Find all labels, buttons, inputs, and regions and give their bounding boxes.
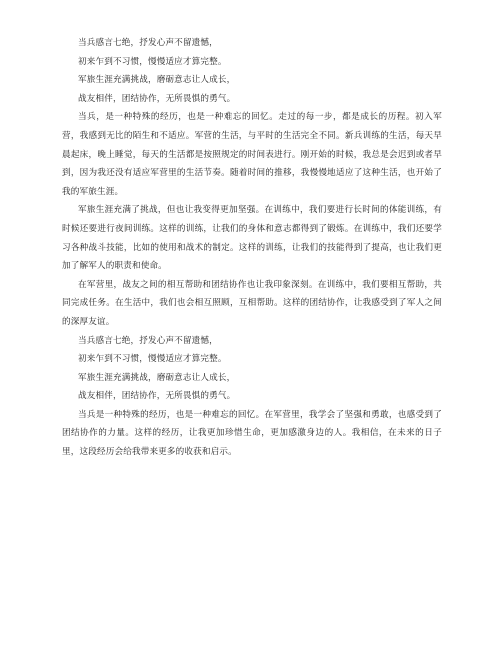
conclusion-paragraph: 当兵是一种特殊的经历，也是一种难忘的回忆。在军营里，我学会了坚强和勇敢，也感受到了团结协作的力量。这样的经历，让我更加珍惜生命，更加感激身边的人。我相信，在未来的日子里，这段经历会给我带来更多的收获和启示。 <box>62 409 442 458</box>
poem-line: 军旅生涯充满挑战，磨砺意志让人成长， <box>78 372 236 383</box>
poem-line: 战友相伴，团结协作，无所畏惧的勇气。 <box>78 391 236 402</box>
poem-line: 当兵感言七绝，抒发心声不留遗憾， <box>78 335 218 346</box>
poem-line: 当兵感言七绝，抒发心声不留遗憾， <box>78 38 218 48</box>
poem-line: 战友相伴，团结协作，无所畏惧的勇气。 <box>78 93 236 104</box>
poem-line: 初来乍到不习惯，慢慢适应才算完整。 <box>78 354 227 365</box>
body-paragraph: 军旅生涯充满了挑战，但也让我变得更加坚强。在训练中，我们要进行长时间的体能训练，有时候还要进行夜间训练。这样的训练，让我们的身体和意志都得到了锻炼。在训练中，我们还要学习各种战斗技能，比如的使用和战术的制定。这样的训练，让我们的技能得到了提高，也让我们更加了解军人的职责和使命。 <box>62 205 442 272</box>
poem-line: 初来乍到不习惯，慢慢适应才算完整。 <box>78 56 227 67</box>
poem-line: 军旅生涯充满挑战，磨砺意志让人成长， <box>78 75 236 86</box>
document-body <box>62 34 442 462</box>
body-paragraph: 在军营里，战友之间的相互帮助和团结协作也让我印象深刻。在训练中，我们要相互帮助，共同完成任务。在生活中，我们也会相互照顾，互相帮助。这样的团结协作，让我感受到了军人之间的深厚友谊。 <box>62 279 442 327</box>
body-paragraph: 当兵，是一种特殊的经历，也是一种难忘的回忆。走过的每一步，都是成长的历程。初入军营，我感到无比的陌生和不适应。军营的生活，与平时的生活完全不同。新兵训练的生活，每天早晨起床，晚上睡觉，每天的生活都是按照规定的时间表进行。刚开始的时候，我总是会迟到或者早到，因为我还没有适应军营里的生活节奏。随着时间的推移，我慢慢地适应了这种生活，也开始了我的军旅生涯。 <box>62 112 442 197</box>
